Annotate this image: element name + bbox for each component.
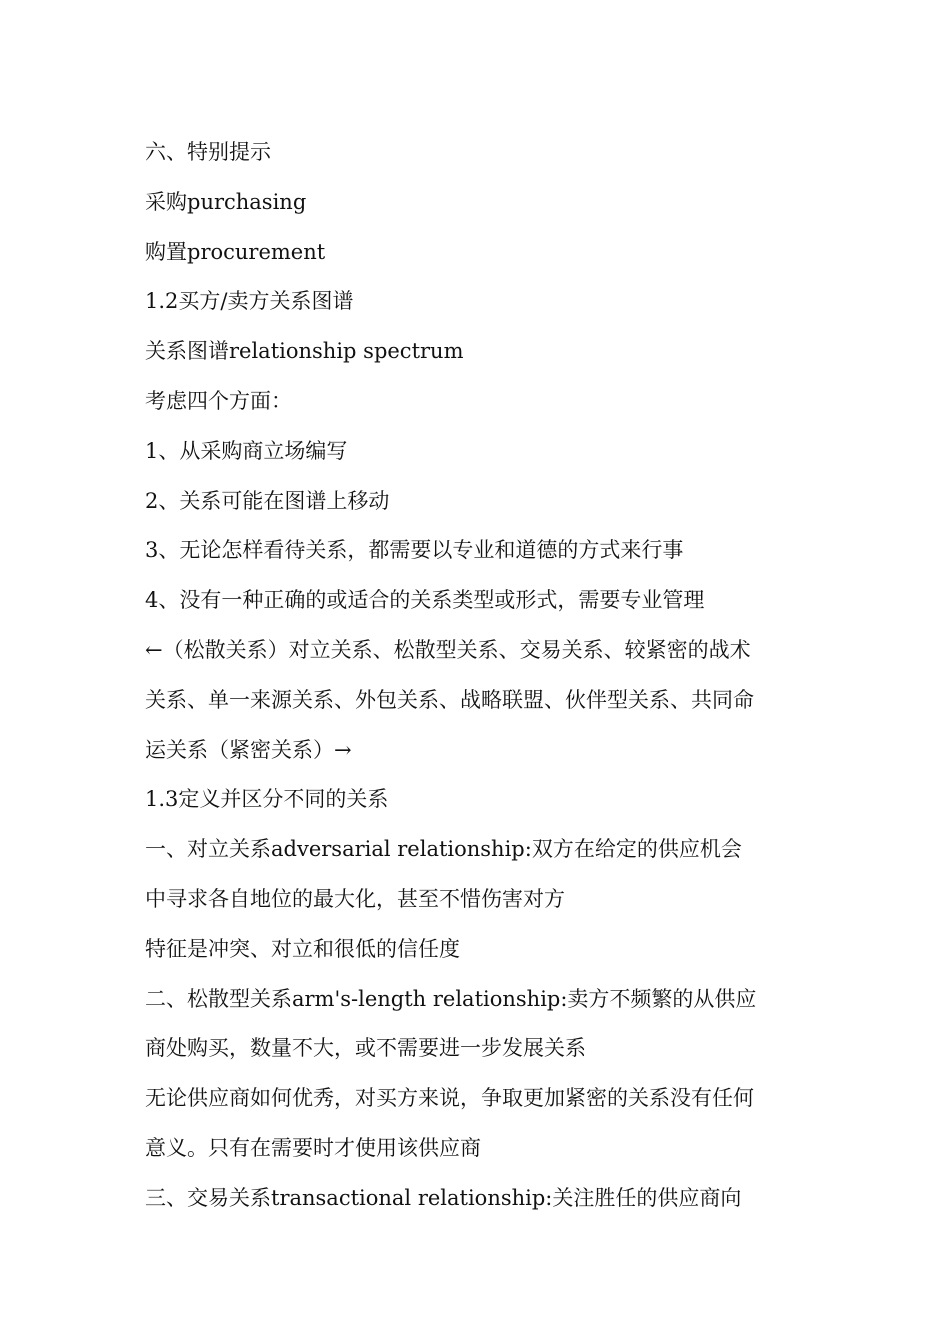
list-item-1: 1、从采购商立场编写 <box>145 438 348 463</box>
spectrum-line-3: 运关系（紧密关系）→ <box>145 737 352 762</box>
spectrum-line-2: 关系、单一来源关系、外包关系、战略联盟、伙伴型关系、共同命 <box>145 687 754 712</box>
list-item-3: 3、无论怎样看待关系，都需要以专业和道德的方式来行事 <box>145 538 684 563</box>
list-item-2: 2、关系可能在图谱上移动 <box>145 488 390 513</box>
paragraph-line: 三、交易关系transactional relationship:关注胜任的供应商向 <box>145 1185 742 1210</box>
term-relationship-spectrum: 关系图谱relationship spectrum <box>145 339 464 364</box>
paragraph-line: 考虑四个方面： <box>145 388 292 413</box>
paragraph-line: 二、松散型关系arm's-length relationship:卖方不频繁的从供应 <box>145 986 757 1011</box>
paragraph-line: 一、对立关系adversarial relationship:双方在给定的供应机会 <box>145 837 742 862</box>
paragraph-line: 特征是冲突、对立和很低的信任度 <box>145 936 460 961</box>
section-heading-1-2: 1.2买方/卖方关系图谱 <box>145 289 354 314</box>
term-purchasing: 采购purchasing <box>145 189 307 214</box>
paragraph-line: 商处购买，数量不大，或不需要进一步发展关系 <box>145 1036 586 1061</box>
paragraph-line: 意义。只有在需要时才使用该供应商 <box>145 1135 481 1160</box>
paragraph-line: 中寻求各自地位的最大化，甚至不惜伤害对方 <box>145 886 565 911</box>
paragraph-line: 无论供应商如何优秀，对买方来说，争取更加紧密的关系没有任何 <box>145 1086 754 1111</box>
spectrum-line-1: ←（松散关系）对立关系、松散型关系、交易关系、较紧密的战术 <box>145 637 751 662</box>
document-body <box>145 128 810 1224</box>
list-item-4: 4、没有一种正确的或适合的关系类型或形式，需要专业管理 <box>145 588 705 613</box>
section-heading-special-notes: 六、特别提示 <box>145 140 271 164</box>
term-procurement: 购置procurement <box>145 239 326 264</box>
section-heading-1-3: 1.3定义并区分不同的关系 <box>145 787 389 812</box>
